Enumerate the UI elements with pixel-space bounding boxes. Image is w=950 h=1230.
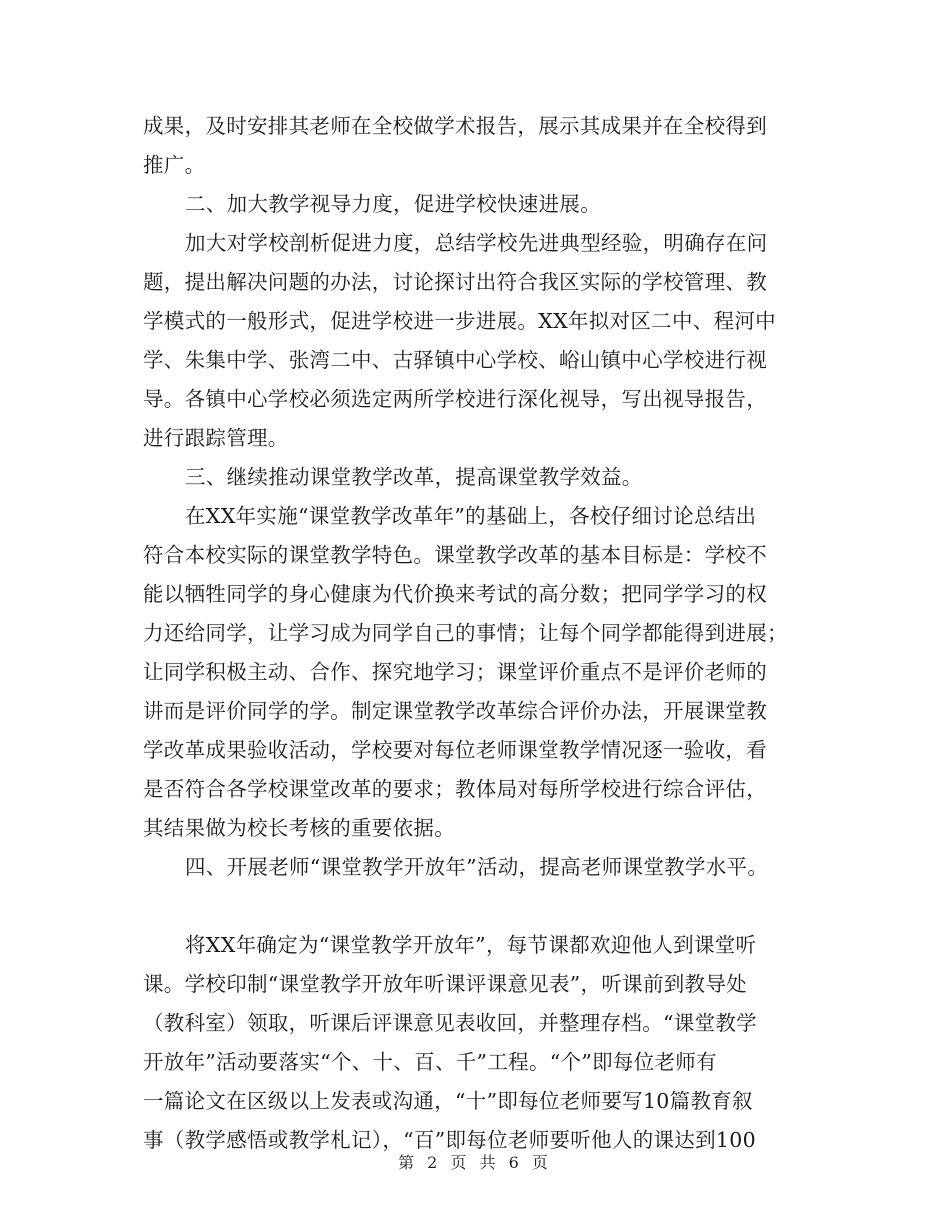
paragraph-line: 是否符合各学校课堂改革的要求；教体局对每所学校进行综合评估， <box>143 777 767 801</box>
page-number-footer: 第 2 页 共 6 页 <box>398 1153 552 1172</box>
document-body <box>143 107 808 1160</box>
paragraph-line: 将XX年确定为“课堂教学开放年”，每节课都欢迎他人到课堂听 <box>185 933 757 957</box>
paragraph-line: 加大对学校剖析促进力度，总结学校先进典型经验，明确存在问 <box>185 231 768 255</box>
paragraph-line: 成果，及时安排其老师在全校做学术报告，展示其成果并在全校得到 <box>143 114 767 138</box>
paragraph-line: 导。各镇中心学校必须选定两所学校进行深化视导，写出视导报告， <box>143 387 767 411</box>
paragraph-line: 课。学校印制“课堂教学开放年听课评课意见表”，听课前到教导处 <box>143 972 747 996</box>
paragraph-line: 力还给同学，让学习成为同学自己的事情；让每个同学都能得到进展； <box>143 621 788 645</box>
paragraph-line: 学模式的一般形式，促进学校进一步进展。XX年拟对区二中、程河中 <box>143 309 776 333</box>
section-heading-3: 三、继续推动课堂教学改革，提高课堂教学效益。 <box>185 465 643 489</box>
paragraph-line: 让同学积极主动、合作、探究地学习；课堂评价重点不是评价老师的 <box>143 660 767 684</box>
paragraph-line: 开放年”活动要落实“个、十、百、千”工程。“个”即每位老师有 <box>143 1050 717 1074</box>
paragraph-line: （教科室）领取，听课后评课意见表收回，并整理存档。“课堂教学 <box>143 1011 757 1035</box>
paragraph-line: 事（教学感悟或教学札记），“百”即每位老师要听他人的课达到100 <box>143 1128 756 1152</box>
paragraph-line: 推广。 <box>143 153 206 177</box>
section-heading-4: 四、开展老师“课堂教学开放年”活动，提高老师课堂教学水平。 <box>185 855 769 879</box>
paragraph-line: 题，提出解决问题的办法，讨论探讨出符合我区实际的学校管理、教 <box>143 270 767 294</box>
paragraph-line: 讲而是评价同学的学。制定课堂教学改革综合评价办法，开展课堂教 <box>143 699 767 723</box>
paragraph-line: 在XX年实施“课堂教学改革年”的基础上，各校仔细讨论总结出 <box>185 504 757 528</box>
paragraph-line: 一篇论文在区级以上发表或沟通，“十”即每位老师要写10篇教育叙 <box>143 1089 753 1113</box>
paragraph-line: 其结果做为校长考核的重要依据。 <box>143 816 455 840</box>
blank-line <box>143 887 808 926</box>
section-heading-2: 二、加大教学视导力度，促进学校快速进展。 <box>185 192 601 216</box>
paragraph-line: 学改革成果验收活动，学校要对每位老师课堂教学情况逐一验收，看 <box>143 738 767 762</box>
paragraph-line: 进行跟踪管理。 <box>143 426 289 450</box>
paragraph-line: 学、朱集中学、张湾二中、古驿镇中心学校、峪山镇中心学校进行视 <box>143 348 767 372</box>
paragraph-line: 能以牺牲同学的身心健康为代价换来考试的高分数；把同学学习的权 <box>143 582 767 606</box>
paragraph-line: 符合本校实际的课堂教学特色。课堂教学改革的基本目标是：学校不 <box>143 543 767 567</box>
